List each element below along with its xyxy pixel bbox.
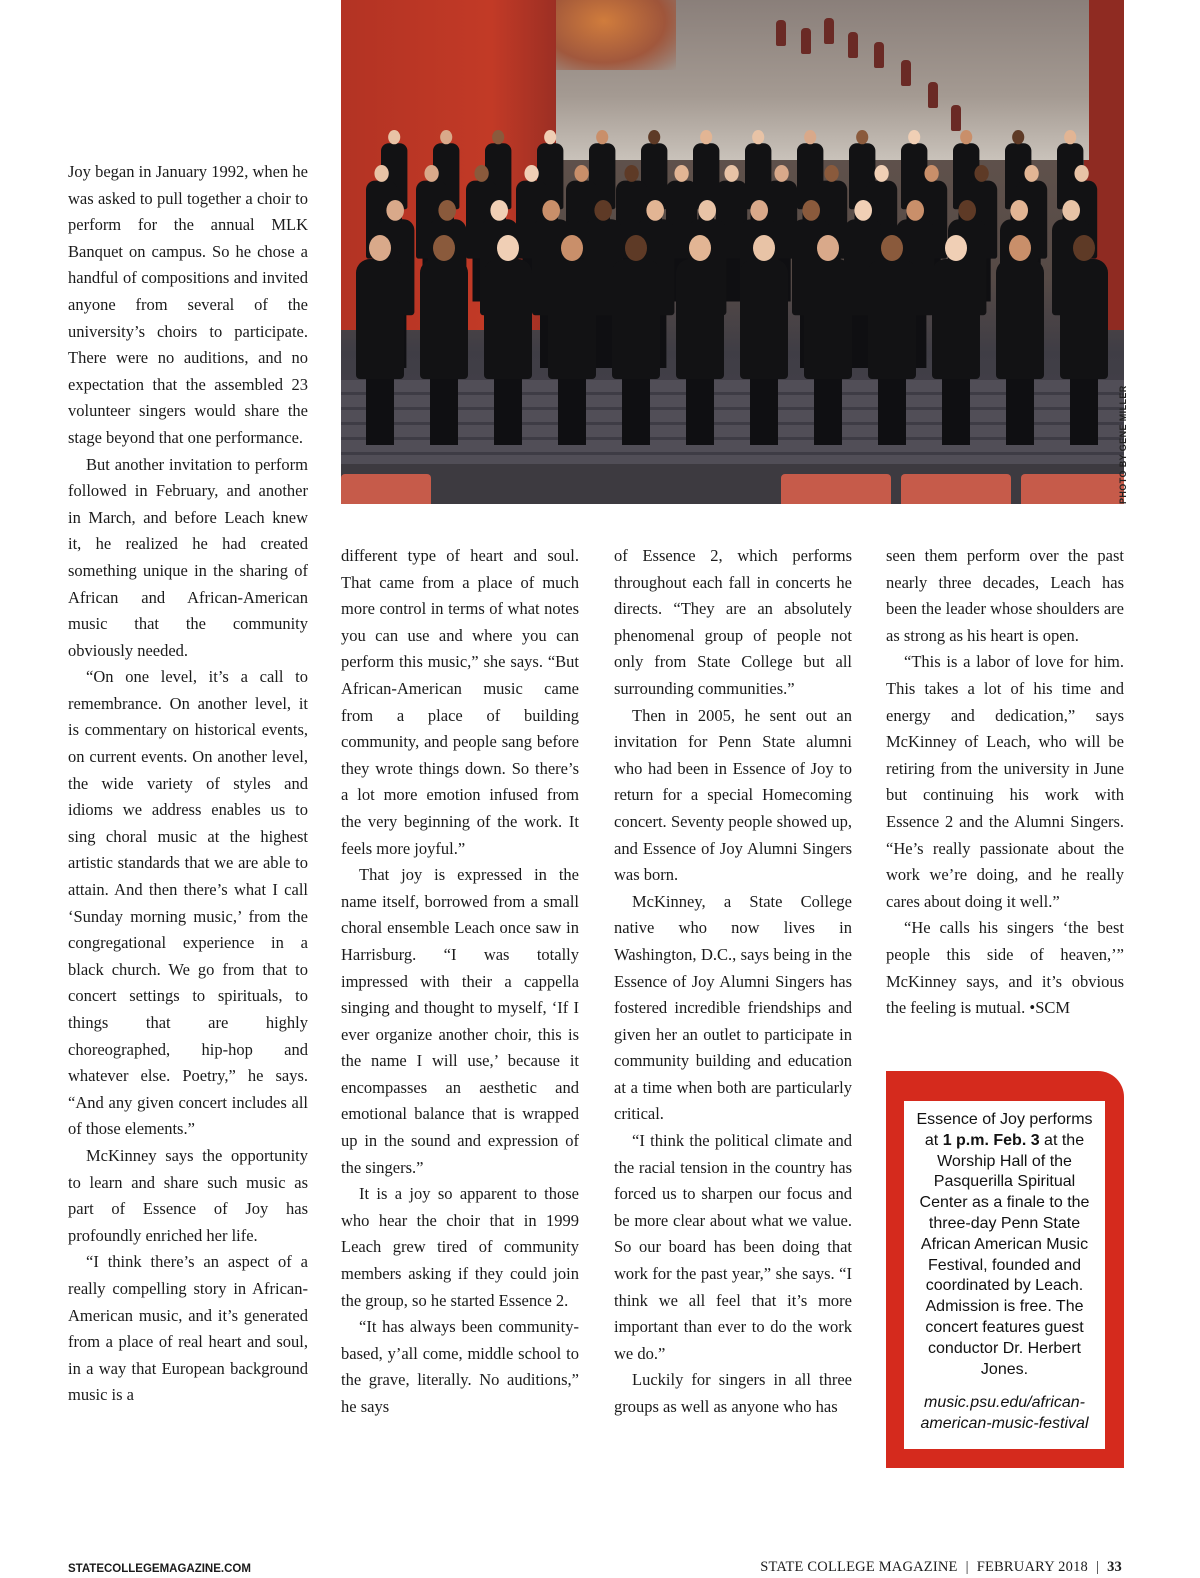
event-info-content [904, 1101, 1105, 1449]
footer-separator: | [965, 1559, 969, 1575]
paragraph: “On one level, it’s a call to remembrance. On another level, it is commentary on historical events, on current events. On another level, the wide variety of styles and idioms we address enables us to sing choral music at the highest artistic standards that we are able to attain. And then there’s what I call ‘Sunday morning music,’ from the congregational experience in a black church. We go from that to concert settings to spirituals, to things that are highly choreographed, hip-hop and whatever else. Poetry,” he says. “And any given concert includes all of those elements.” [68, 667, 308, 1139]
paragraph: “I think the political climate and the racial tension in the country has forced us to sharpen our focus and be more clear about what we value. So our board has been doing that work for the past year,” she says. “I think we all feel that it’s more important than ever to do the work we do.” [614, 1131, 852, 1363]
choir-singer [548, 235, 596, 445]
seat [901, 474, 1011, 504]
event-text: Essence of Joy performs at [916, 1111, 1093, 1149]
footer-separator: | [1095, 1559, 1100, 1575]
event-time: 1 p.m. Feb. 3 [942, 1131, 1040, 1149]
mural-figure [928, 82, 938, 108]
event-info-box [886, 1071, 1124, 1468]
page-number: 33 [1107, 1559, 1122, 1575]
event-description [908, 1110, 1101, 1380]
mural-figure [848, 32, 858, 58]
paragraph: But another invitation to perform followed in February, and another in March, and before Leach knew it, he realized he had created something unique in the sharing of African and African-American music that the community obviously needed. [68, 454, 308, 660]
paragraph: Luckily for singers in all three groups as well as anyone who has [614, 1370, 852, 1416]
footer-magazine-name: STATE COLLEGE MAGAZINE [760, 1559, 958, 1575]
paragraph: That joy is expressed in the name itself, borrowed from a small choral ensemble Leach once saw in Harrisburg. “I was totally impressed with their a cappella singing and thought to myself, ‘If I ever organize another choir, this is the name I will use,’ because it encompasses an aesthetic and emotional balance that is wrapped up in the sound and expression of the singers.” [341, 865, 579, 1177]
paragraph: McKinney, a State College native who now lives in Washington, D.C., says being in the Essence of Joy Alumni Singers has fostered incredible friendships and given her an outlet to participate in community building and education at a time when both are particularly critical. [614, 891, 852, 1124]
choir-singer [676, 235, 724, 445]
choir-singer [356, 235, 404, 445]
mural-figure [951, 105, 961, 131]
choir-singer [420, 235, 468, 445]
choir-singer [932, 235, 980, 445]
mural-figure [874, 42, 884, 68]
event-text: at the Worship Hall of the Pasquerilla Spiritual Center as a finale to the three-day Penn State African American Music Festival, founded and coordinated by Leach. Admission is free. The concert features guest conductor Dr. Herbert Jones. [919, 1131, 1090, 1378]
article-column-3 [614, 543, 852, 1421]
paragraph: Then in 2005, he sent out an invitation for Penn State alumni who had been in Essence of Joy to return for a special Homecoming concert. Seventy people showed up, and Essence of Joy Alumni Singers was born. [614, 705, 852, 885]
choir-singer [612, 235, 660, 445]
choir-singer [996, 235, 1044, 445]
paragraph: “He calls his singers ‘the best people this side of heaven,’” McKinney says, and it’s obvious the feeling is mutual. •SCM [886, 918, 1124, 1018]
mural-figure [901, 60, 911, 86]
seat [341, 474, 431, 504]
paragraph: “I think there’s an aspect of a really compelling story in African-American music, and it’s generated from a place of real heart and soul, in a way that European background music is a [68, 1252, 308, 1405]
paragraph: of Essence 2, which performs throughout each fall in concerts he directs. “They are an absolutely phenomenal group of people not only from State College but all surrounding communities.” [614, 546, 852, 698]
mural-figure [776, 20, 786, 46]
footer-website: STATECOLLEGEMAGAZINE.COM [68, 1563, 251, 1575]
seat [781, 474, 891, 504]
auditorium-seats [341, 464, 1124, 504]
paragraph: “It has always been community-based, y’all come, middle school to the grave, literally. No auditions,” he says [341, 1317, 579, 1416]
choir-singer [740, 235, 788, 445]
mural-figure [824, 18, 834, 44]
article-column-2 [341, 543, 579, 1421]
paragraph: seen them perform over the past nearly three decades, Leach has been the leader whose shoulders are as strong as his heart is open. [886, 546, 1124, 645]
choir-singer [484, 235, 532, 445]
paragraph: It is a joy so apparent to those who hear the choir that in 1999 Leach grew tired of community members asking if they could join the group, so he started Essence 2. [341, 1184, 579, 1310]
mural-figure [801, 28, 811, 54]
footer-issue: FEBRUARY 2018 [976, 1559, 1088, 1575]
article-column-4 [886, 543, 1124, 1022]
choir-singer [804, 235, 852, 445]
footer-folio [760, 1559, 1122, 1576]
paragraph: different type of heart and soul. That came from a place of much more control in terms of what notes you can use and where you can perform this music,” she says. “But African-American music came from a place of building community, and people sang before they wrote things down. So there’s a lot more emotion infused from the very beginning of the work. It feels more joyful.” [341, 546, 579, 858]
photo-credit: PHOTO BY GENE MILLER [1118, 385, 1128, 504]
event-url-link[interactable]: music.psu.edu/african-american-music-festival [920, 1394, 1089, 1433]
paragraph: McKinney says the opportunity to learn and share such music as part of Essence of Joy has profoundly enriched her life. [68, 1145, 308, 1245]
mural-glow [556, 0, 676, 70]
article-column-1 [68, 159, 308, 1409]
choir-singer [868, 235, 916, 445]
seat [1021, 474, 1124, 504]
choir-singer [1060, 235, 1108, 445]
paragraph: Joy began in January 1992, when he was asked to pull together a choir to perform for the annual MLK Banquet on campus. So he chose a handful of compositions and invited anyone from several of the university’s choirs to participate. There were no auditions, and no expectation that the assembled 23 volunteer singers would share the stage beyond that one performance. [68, 162, 308, 447]
paragraph: “This is a labor of love for him. This takes a lot of his time and energy and dedication,” says McKinney of Leach, who will be retiring from the university in June but continuing his work with Essence 2 and the Alumni Singers. “He’s really passionate about the work we’re doing, and he really cares about doing it well.” [886, 652, 1124, 911]
choir-photo [341, 0, 1124, 504]
